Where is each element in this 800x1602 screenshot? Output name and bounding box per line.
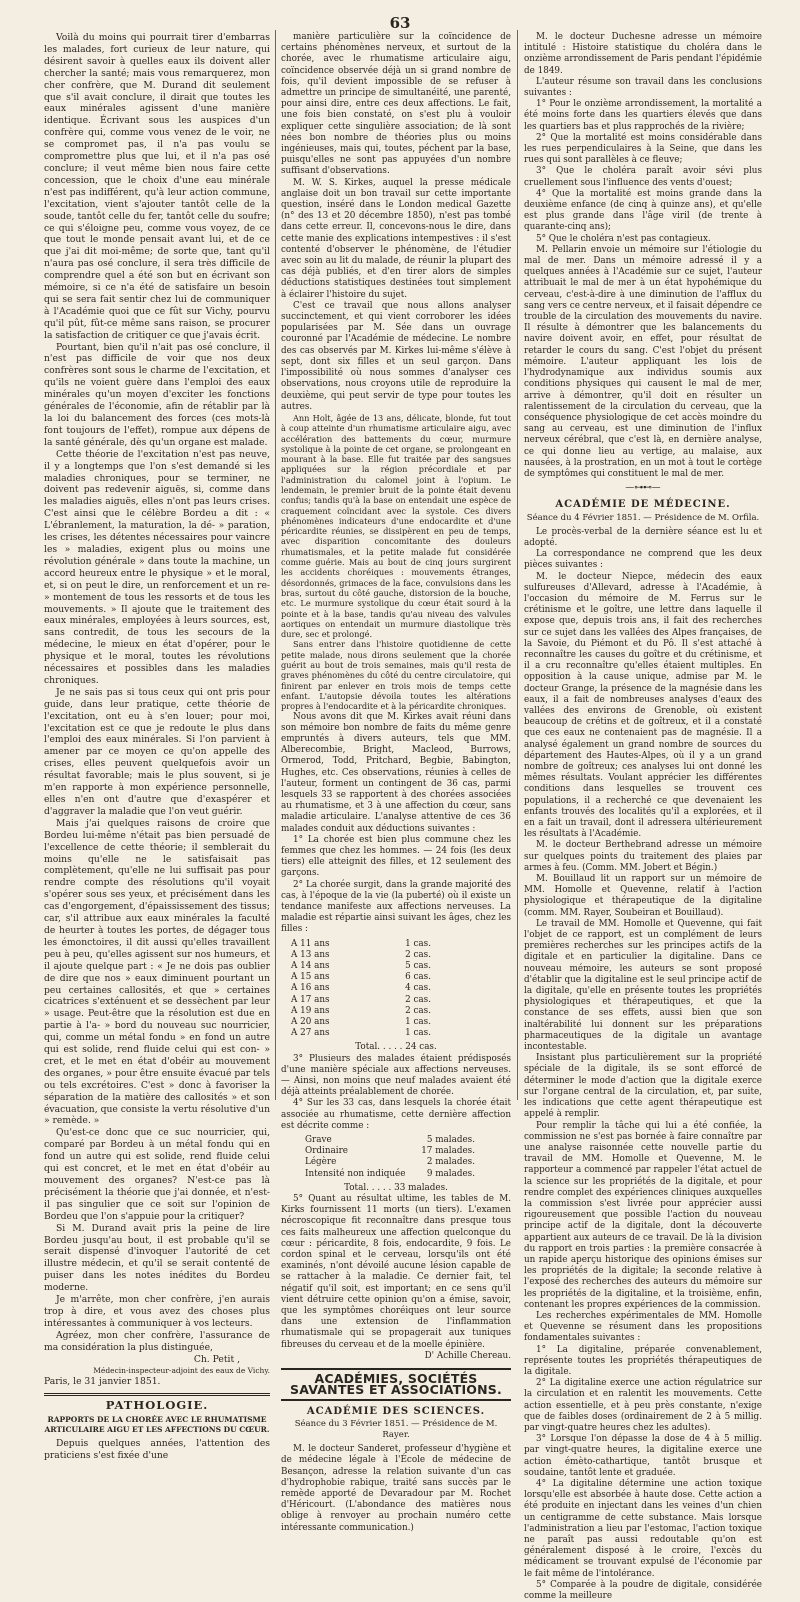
paragraph: 2° La chorée surgit, dans la grande majorité des cas, à l'époque de la vie (la puberté) où il existe un tendance manifeste aux affections nerveuses. La maladie est répartie ainsi suivant les âges, chez les filles : <box>281 879 511 935</box>
col3-intro <box>524 32 762 480</box>
age-row-value: 6 cas. <box>405 972 431 983</box>
paragraph: M. le docteur Sanderet, professeur d'hygiène et de médecine légale à l'École de médecine de Besançon, adresse la relation suivante d'un cas d'hydrophobie rabique, traité sans succès par le remède apporté de Devaradour par M. Rochet d'Héricourt. (L'abondance des matières nous oblige à renvoyer au prochain numéro cette intéressante communication.) <box>281 1444 511 1533</box>
severity-row-label: Légère <box>305 1157 337 1168</box>
col2-deductions-3 <box>281 1194 511 1351</box>
paragraph: M. Pellarin envoie un mémoire sur l'étiologie du mal de mer. Dans un mémoire adressé il y a quelques années à l'Académie sur ce sujet, l'auteur attribuait le mal de mer à un état hypohémique du cerveau, c'est-à-dire à une diminution de l'afflux du sang vers ce centre nerveux, et il faisait dépendre ce trouble de la circulation des mouvements du navire. Il résulte à démontrer que les balancements du navire doivent avoir, en effet, pour résultat de retarder le cours du sang. C'est l'objet du présent mémoire. L'auteur appliquant les lois de l'hydrodynamique aux individus soumis aux conditions physiques qui causent le mal de mer, arrive à démontrer, qu'il doit en résulter un ralentissement de la circulation du cerveau, que la conséquence physiologique de cet accès moindre du sang au cerveau, est une diminution de l'influx nerveux cérébral, que c'est là, en dernière analyse, ce qui donne lieu au vertige, au malaise, aux nausées, à la prostration, en un mot à tout le cortège de symptômes qui constituent le mal de mer. <box>524 244 762 479</box>
academy-medecine-title: ACADÉMIE DE MÉDECINE. <box>555 499 731 511</box>
signature: Ch. Petit , <box>193 1353 240 1365</box>
separator-ornament: —⊶⊷— <box>625 483 661 494</box>
severity-row-value: 5 malades. <box>426 1135 475 1146</box>
page-number: 63 <box>389 14 411 32</box>
age-table-total: Total. . . . . 24 cas. <box>355 1042 437 1053</box>
column-2 <box>281 32 511 1533</box>
author-signature: D' Achille Chereau. <box>424 1350 511 1361</box>
age-row <box>291 1006 431 1017</box>
signature-title: Médecin-inspecteur-adjoint des eaux de Vichy. <box>93 1365 270 1375</box>
paragraph: Cette théorie de l'excitation n'est pas neuve, il y a longtemps que l'on s'est demandé si les maladies chroniques, pour se terminer, ne doivent pas redevenir aiguës, si, comme dans les maladies aiguës, elles n'ont pas leurs crises. C'est ainsi que le célèbre Bordeu a dit : « L'ébranlement, la maturation, la dé- » paration, les crises, les détentes nécessaires pour vaincre les » maladies, exigent plus ou moins une révolution générale » dans toute la machine, un accord heureux entre le physique » et le moral, et, si on peut le dire, un renforcement et un re- » montement de tous les ressorts et de tous les mouvements. » Il ajoute que le traitement des eaux minérales, employées à leurs sources, est, sans contredit, de tous les secours de la médecine, le mieux en état d'opérer, pour le physique et le moral, toutes les révolutions nécessaires et possibles dans les maladies chroniques. <box>44 448 270 686</box>
severity-table-total: Total. . . . . 33 malades. <box>344 1182 448 1193</box>
paragraph: Je ne sais pas si tous ceux qui ont pris pour guide, dans leur pratique, cette théorie de l'excitation, ont eu à s'en louer; pour moi, l'excitation est ce que je redoute le plus dans l'emploi des eaux minérales. Si l'on parvient à amener par ce moyen ce qu'on appelle des crises, elles peuvent quelquefois avoir un résultat favorable; mais le plus souvent, si je m'en rapporte à mon expérience personnelle, elles n'en ont d'autre que d'exaspérer et d'aggraver la maladie que l'on veut guérir. <box>44 686 270 817</box>
age-row-value: 4 cas. <box>405 983 431 994</box>
severity-row <box>305 1157 475 1168</box>
paragraph: 3° Plusieurs des malades étaient prédisposés d'une manière spéciale aux affections nerveuses. — Ainsi, non moins que neuf malades avaient été déjà atteints préalablement de chorée. <box>281 1053 511 1098</box>
age-row-value: 2 cas. <box>405 994 431 1005</box>
article-first-line: Depuis quelques années, l'attention des praticiens s'est fixée d'une <box>44 1438 270 1462</box>
paragraph: Le procès-verbal de la dernière séance est lu et adopté. <box>524 526 762 548</box>
paragraph: 1° Pour le onzième arrondissement, la mortalité a été moins forte dans les quartiers élevés que dans les quartiers bas et plus rapprochés de la rivière; <box>524 99 762 132</box>
age-table <box>291 939 511 1040</box>
paragraph: Pour remplir la tâche qui lui a été confiée, la commission ne s'est pas bornée à faire connaître par une analyse raisonnée cette nouvelle partie du travail de MM. Homolle et Quevenne, M. le rapporteur a commencé par rappeler l'état actuel de la science sur les propriétés de la digitale, et pour rendre complet des expériences cliniques auxquelles la commission s'est livrée pour apprécier aussi rigoureusement que possible l'action du nouveau principe actif de la digitale, dont la découverte appartient aux auteurs de ce travail. De là la division du rapport en trois parties : la première consacrée à un rapide aperçu historique des opinions émises sur les propriétés de la digitale; la seconde relative à l'exposé des recherches des auteurs du mémoire sur les propriétés de la digitaline, et la troisième, enfin, contenant les propres expériences de la commission. <box>524 1120 762 1310</box>
paragraph: 3° Lorsque l'on dépasse la dose de 4 à 5 millig. par vingt-quatre heures, la digitaline exerce une action émèto-cathartique, tantôt brusque et soudaine, tantôt lente et graduée. <box>524 1434 762 1478</box>
paragraph: Insistant plus particulièrement sur la propriété spéciale de la digitale, ils se sont efforcé de déterminer le mode d'action que la digitale exerce sur l'organe central de la circulation, et, par suite, les indications que cette agent thérapeutique est appelé à remplir. <box>524 1053 762 1120</box>
col2-intro <box>281 32 511 413</box>
paragraph: La correspondance ne comprend que les deux pièces suivantes : <box>524 549 762 571</box>
age-row <box>291 950 431 961</box>
severity-row-label: Intensité non indiquée <box>305 1168 406 1179</box>
severity-row <box>305 1169 475 1180</box>
severity-table <box>305 1135 475 1180</box>
age-row-value: 5 cas. <box>405 960 431 971</box>
age-row <box>291 939 431 950</box>
paragraph: 4° Sur les 33 cas, dans lesquels la chorée était associée au rhumatisme, cette dernière affection est décrite comme : <box>281 1098 511 1131</box>
paragraph: 1° La digitaline, préparée convenablement, représente toutes les propriétés thérapeutiques de la digitale. <box>524 1344 762 1377</box>
paragraph: 5° Que le choléra n'est pas contagieux. <box>536 233 711 244</box>
paragraph: Si M. Durand avait pris la peine de lire Bordeu jusqu'au bout, il est probable qu'il se serait dispensé d'invoquer l'autorité de cet illustre médecin, et qu'il se serait contenté de puiser dans les notes inédites du Bordeu moderne. <box>44 1222 270 1294</box>
age-row-value: 1 cas. <box>405 938 431 949</box>
paragraph: 2° Que la mortalité est moins considérable dans les rues perpendiculaires à la Seine, que dans les rues qui sont parallèles à ce fleuve; <box>524 132 762 166</box>
severity-row-label: Grave <box>305 1135 332 1146</box>
paragraph: Agréez, mon cher confrère, l'assurance de ma considération la plus distinguée, <box>44 1329 270 1353</box>
severity-row-value: 9 malades. <box>426 1168 475 1179</box>
col3-academy-text <box>524 527 762 1602</box>
paragraph: Je m'arrête, mon cher confrère, j'en aurais trop à dire, et vous avez des choses plus intéressantes à communiquer à vos lecteurs. <box>44 1294 270 1329</box>
col2-deductions-2 <box>281 1054 511 1132</box>
case-report <box>281 413 511 712</box>
paragraph: M. W. S. Kirkes, auquel la presse médicale anglaise doit un bon travail sur cette importante question, inséré dans le London medical Gazette (n° des 13 et 20 décembre 1850), n'est pas tombé dans cette erreur. Il, concevons-nous le dire, dans cette manie des explications intempestives : il s'est contenté d'observer le phénomène, de l'étudier avec soin au lit du malade, de réunir la plupart des cas déjà publiés, et d'en tirer alors de simples déductions statistiques destinées tout simplement à éclairer l'histoire du sujet. <box>281 177 511 300</box>
severity-row-value: 2 malades. <box>426 1157 475 1168</box>
age-row-value: 2 cas. <box>405 1005 431 1016</box>
col2-deductions <box>281 712 511 936</box>
col2-academy-text <box>281 1444 511 1534</box>
paragraph: 5° Comparée à la poudre de digitale, considérée comme la meilleure <box>524 1579 762 1602</box>
age-row <box>291 961 431 972</box>
age-row-value: 1 cas. <box>405 1028 431 1039</box>
paragraph: 5° Quant au résultat ultime, les tables de M. Kirks fournissent 11 morts (un tiers). L'examen nécroscopique fit reconnaître dans presque tous ces faits malheureux une affection quelconque du cœur : péricardite, 8 fois, endocardite, 9 fois. Le cordon spinal et le cerveau, lorsqu'ils ont été examinés, n'ont dévoilé aucune lésion capable de se rattacher à la maladie. Ce dernier fait, tel négatif qu'il soit, est important; en ce sens qu'il vient détruire cette opinion qu'on a émise, savoir, que les symptômes choréiques ont leur source dans une extension de l'inflammation rhumatismale qui se propagerait aux tuniques fibreuses du cerveau et de la moelle épinière. <box>281 1194 511 1350</box>
paragraph: M. le docteur Niepce, médecin des eaux sulfureuses d'Allevard, adresse à l'Académie, à l'occasion du mémoire de M. Ferrus sur le crétinisme et le goître, une lettre dans laquelle il expose que, depuis trois ans, il fait des recherches sur ce sujet dans les vallées des Alpes françaises, de la Savoie, du Piémont et du Pô. Il s'est attaché à reconnaître les causes du goître et du crétinisme, et il a cru reconnaître qu'elles étaient multiples. En opposition à la cause unique, admise par M. le docteur Grange, la présence de la magnésie dans les eaux, il a fait de nombreuses analyses d'eaux des vallées des environs de Grenoble, où existent beaucoup de crétins et de goîtreux, et il a constaté que ces eaux ne contenaient pas de magnésie. Il a analysé également un grand nombre de sources du département des Hautes-Alpes, où il y a un grand nombre de goîtreux; ces analyses lui ont donné les mêmes résultats. Voulant apprécier les différentes conditions dans lesquelles se trouvent ces populations, il a recherché ce que devenaient les enfants trouvés des localités qu'il a explorées, et il en a fait un travail, dont il adressera ultérieurement les résultats à l'Académie. <box>524 571 762 840</box>
age-row <box>291 983 431 994</box>
age-row-label: A 27 ans <box>291 1028 330 1039</box>
age-row <box>291 995 431 1006</box>
age-row-label: A 15 ans <box>291 972 330 983</box>
case-paragraph: Ann Holt, âgée de 13 ans, délicate, blonde, fut tout à coup atteinte d'un rhumatisme articulaire aigu, avec accélération des battements du cœur, murmure systolique à la pointe de cet organe, se prolongeant en mourant à la base. Elle fut traitée par des sangsues appliquées sur la région précordiale et par l'administration du calomel joint à l'opium. Le lendemain, le premier bruit de la pointe était devenu confus; tandis qu'à la base on entendait une espèce de craquement coïncidant avec la systole. Ces divers phénomènes indicateurs d'une endocardite et d'une péricardite réunies, se dissipèrent en peu de temps, avec disparition concomitante des douleurs rhumatismales, et la petite malade fut considérée comme guérie. Mais au bout de cinq jours surgirent les accidents choréiques : mouvements étranges, désordonnés, grimaces de la face, convulsions dans les bras, surtout du côté gauche, distorsion de la bouche, etc. Le murmure systolique du cœur était sourd à la pointe et à la base, tandis qu'au niveau des valvules aortiques on entendait un murmure diastolique très dure, sec et prolongé. <box>281 412 511 640</box>
paragraph: Nous avons dit que M. Kirkes avait réuni dans son mémoire bon nombre de faits du même genre empruntés à divers auteurs, tels que MM. Alberecombie, Bright, Macleod, Burrows, Ormerod, Todd, Pritchard, Begbie, Babington, Hughes, etc. Ces observations, réunies à celles de l'auteur, forment un contingent de 36 cas, parmi lesquels 33 se rapportent à des chorées associées au rhumatisme, et 3 à une affection du cœur, sans maladie articulaire. L'analyse attentive de ces 36 malades conduit aux déductions suivantes : <box>281 711 511 834</box>
case-paragraph: Sans entrer dans l'histoire quotidienne de cette petite malade, nous dirons seulement que la chorée guérit au bout de trois semaines, mais qu'il resta de graves phénomènes du côté du centre circulatoire, qui finirent par enlever en trois mois de temps cette enfant. L'autopsie dévoila toutes les altérations propres à l'endocardite et à la péricardite chroniques. <box>281 639 511 712</box>
age-row-label: A 11 ans <box>291 938 330 949</box>
paragraph: 3° Que le choléra paraît avoir sévi plus cruellement sous l'influence des vents d'ouest; <box>524 166 762 188</box>
column-rule-left <box>275 30 276 1100</box>
paragraph: Qu'est-ce donc que ce suc nourricier, qui, comparé par Bordeu à un métal fondu qui en fond un autre qui est solide, rend fluide celui qui est concret, et le met en état d'obéir au mouvement des organes? N'est-ce pas là précisément la théorie que j'ai donnée, et n'est-il pas singulier que ce soit sur l'opinion de Bordeu que l'on s'appuie pour la critiquer? <box>44 1127 270 1222</box>
age-row <box>291 1028 431 1039</box>
paragraph: 4° La digitaline détermine une action toxique lorsqu'elle est absorbée à haute dose. Cette action a été produite en injectant dans les veines d'un chien un centigramme de cette substance. Mais lorsque l'administration a lieu par l'estomac, l'action toxique ne paraît pas aussi redoutable qu'on est généralement disposé à le croire, l'excès du médicament se trouvant expulsé de l'économie par le fait même de l'intolérance. <box>524 1479 762 1579</box>
col1-paragraphs <box>44 32 270 1354</box>
severity-row <box>305 1135 475 1146</box>
academy-sciences-session: Séance du 3 Février 1851. — Présidence de M. Rayer. <box>294 1418 498 1440</box>
paragraph: Mais j'ai quelques raisons de croire que Bordeu lui-même n'était pas bien persuadé de l'excellence de cette théorie; il semblerait du moins qu'elle ne le satisfaisait pas complètement, qu'elle ne lui suffisait pas pour rendre compte des résolutions qu'il voyait s'opérer sous ses yeux, et précisément dans les cas d'engorgement, d'épaississement des tissus; car, s'il attribue aux eaux minérales la faculté de heurter à toutes les portes, de dégager tous les émonctoires, il dit aussi qu'elles travaillent peu à peu, qu'elles agissent sur nos humeurs, et il ajoute quelque part : « Je ne dois pas oublier de dire que nos » eaux diminuent pourtant un peu certaines callosités, et que » certaines cicatrices s'exténuent et se dessèchent par leur » usage. Peut-être que la résolution est due en partie à l'a- » bord du nouveau suc nourricier, qui, comme un métal fondu » en fond un autre qui est solide, rend fluide celui qui est con- » cret, et le met en état d'obéir au mouvement des organes, » pour être ensuite évacué par tels ou tels excrétoires. C'est » donc à favoriser la séparation de la matière des callosités » et son évacuation, que consiste la vertu résolutive d'un » remède. » <box>44 817 270 1127</box>
severity-row-label: Ordinaire <box>305 1146 348 1157</box>
paragraph: M. le docteur Duchesne adresse un mémoire intitulé : Histoire statistique du choléra dans le onzième arrondissement de Paris pendant l'épidémie de 1849. <box>524 32 762 76</box>
paragraph: Le travail de MM. Homolle et Quevenne, qui fait l'objet de ce rapport, est un complément de leurs premières recherches sur les principes actifs de la digitale et en particulier la digitaline. Dans ce nouveau mémoire, les auteurs se sont proposé d'établir que la digitaline est le seul principe actif de la digitale, qu'elle en présente toutes les propriétés physiologiques et thérapeutiques, et que la constance de ses effets, aussi bien que son inaltérabilité lui donnent sur les préparations pharmaceutiques de la digitale un avantage incontestable. <box>524 918 762 1053</box>
paragraph: Les recherches expérimentales de MM. Homolle et Quevenne se résument dans les propositions fondamentales suivantes : <box>524 1310 762 1344</box>
age-row <box>291 972 431 983</box>
paragraph: 1° La chorée est bien plus commune chez les femmes que chez les hommes. — 24 fois (les deux tiers) elle atteignit des filles, et 12 seulement des garçons. <box>281 834 511 879</box>
paragraph: Voilà du moins qui pourrait tirer d'embarras les malades, fort curieux de leur nature, qui désirent savoir à quelles eaux ils doivent aller chercher la santé; mais vous remarquerez, mon cher confrère, que M. Durand dit seulement que s'il avait conclure, il dirait que toutes les eaux minérales agissent d'une manière identique. Écrivant sous les auspices d'un confrère qui, comme vous venez de le voir, ne se compromet pas, il n'a pas voulu se compromettre plus que lui, et il n'a pas osé conclure; il veut même bien nous faire cette concession, que le choix d'une eau minérale n'est pas indifférent, qu'à leur action commune, l'excitation, vient s'ajouter tantôt celle de la soude, tantôt celle du fer, tantôt celle du soufre; ce qui s'éloigne peu, comme vous voyez, de ce que tout le monde pensait avant lui, et de ce que j'ai dit moi-même; de sorte que, tant qu'il n'aura pas osé conclure, il sera très difficile de comprendre quel a été son but en écrivant son mémoire, si ce n'a été de satisfaire un besoin qui se sera fait sentir chez lui de communiquer à l'Académie quoi que ce fût sur Vichy, pourvu qu'il pût, fût-ce même sans raison, se procurer la satisfaction de critiquer ce que j'avais écrit. <box>44 32 270 341</box>
column-1 <box>44 32 270 1462</box>
paragraph: 2° La digitaline exerce une action régulatrice sur la circulation et en ralentit les mouvements. Cette action essentielle, et à peu près constante, n'exige que de faibles doses (ordinairement de 2 à 5 millig. par vingt-quatre heures chez les adultes). <box>524 1378 762 1433</box>
paragraph: M. le docteur Berthebrand adresse un mémoire sur quelques points du traitement des plaies par armes à feu. (Comm. MM. Jobert et Bégin.) <box>524 840 762 873</box>
age-row-label: A 16 ans <box>291 983 330 994</box>
column-rule-right <box>517 30 518 1100</box>
age-row-label: A 17 ans <box>291 994 330 1005</box>
age-row-label: A 14 ans <box>291 960 330 971</box>
paragraph: L'auteur résume son travail dans les conclusions suivantes : <box>524 76 762 99</box>
paragraph: M. Bouillaud lit un rapport sur un mémoire de MM. Homolle et Quevenne, relatif à l'action physiologique et thérapeutique de la digitaline (comm. MM. Rayer, Soubeiran et Bouillaud). <box>524 874 762 918</box>
place-date: Paris, le 31 janvier 1851. <box>44 1375 161 1387</box>
age-row-label: A 20 ans <box>291 1017 330 1027</box>
paragraph: C'est ce travail que nous allons analyser succinctement, et qui vient corroborer les idées popularisées par M. Sée dans un ouvrage couronné par l'Académie de médecine. Le nombre des cas observés par M. Kirkes lui-même s'élève à sept, dont six filles et un seul garçon. Dans l'impossibilité où nous sommes d'analyser ces observations, nous croyons utile de reproduire la deuxième, qui peut servir de type pour toutes les autres. <box>281 300 511 412</box>
paragraph: 4° Que la mortalité est moins grande dans la deuxième enfance (de cinq à quinze ans), et qu'elle est plus grande dans l'âge viril (de trente à quarante-cinq ans); <box>524 188 762 233</box>
age-row <box>291 1017 431 1028</box>
academy-sciences-title: ACADÉMIE DES SCIENCES. <box>306 1405 486 1417</box>
severity-row-value: 17 malades. <box>421 1146 475 1157</box>
column-3 <box>524 32 762 1602</box>
age-row-value: 2 cas. <box>405 949 431 960</box>
age-row-label: A 19 ans <box>291 1005 330 1016</box>
academy-medecine-session: Séance du 4 Février 1851. — Présidence de M. Orfila. <box>526 512 760 523</box>
section-title-pathologie: PATHOLOGIE. <box>44 1393 270 1412</box>
age-row-label: A 13 ans <box>291 949 330 960</box>
severity-row <box>305 1146 475 1157</box>
paragraph: manière particulière sur la coïncidence de certains phénomènes nerveux, et surtout de la chorée, avec le rhumatisme articulaire aigu, coïncidence observée déjà un si grand nombre de fois, qu'il devient impossible de se refuser à admettre un principe de simultanéité, une parenté, pour ainsi dire, entre ces deux affections. Le fait, une fois bien constaté, on s'est plu à vouloir expliquer cette singulière association; de là sont nées bon nombre de théories plus ou moins ingénieuses, mais qui, toutes, péchent par la base, puisqu'elles ne sont pas appuyées d'un nombre suffisant d'observations. <box>281 32 511 177</box>
section-title-academies: ACADÉMIES, SOCIÉTÉS SAVANTES ET ASSOCIATIONS. <box>281 1368 511 1400</box>
paragraph: Pourtant, bien qu'il n'ait pas osé conclure, il n'est pas difficile de voir que nos deux confrères sont sous le charme de l'excitation, et qu'ils ne voient guère dans l'emploi des eaux minérales qu'un moyen d'exciter les fonctions générales de l'économie, afin de rétablir par là la loi du balancement des forces (ces mots-là font toujours de l'effet), rompue aux dépens de la santé générale, dès qu'un organe est malade. <box>44 341 270 448</box>
age-row-value: 1 cas. <box>405 1017 431 1027</box>
article-title: RAPPORTS DE LA CHORÉE AVEC LE RHUMATISME ARTICULAIRE AIGU ET LES AFFECTIONS DU CŒUR. <box>44 1415 270 1435</box>
